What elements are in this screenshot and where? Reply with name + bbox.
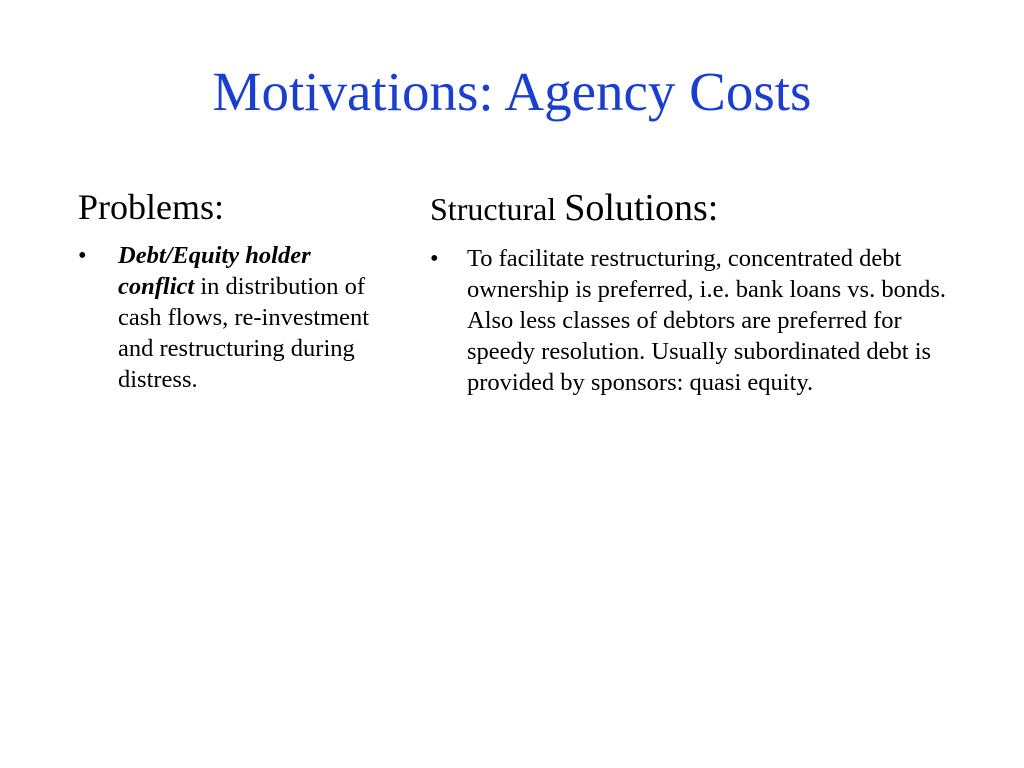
solution-text: To facilitate restructuring, concentrated debt ownership is preferred, i.e. bank loans vs. bonds. Also less classes of debtors are preferred for speedy resolution. Usually subordinated debt is provided by sponsors: quasi equity. [467, 244, 947, 396]
problems-list [78, 240, 388, 395]
list-item [430, 243, 970, 398]
bullet-icon: • [430, 244, 439, 272]
slide-title: Motivations: Agency Costs [212, 61, 812, 122]
problem-text: in distribution of cash flows, re-investment and restructuring during distress. [118, 273, 370, 394]
solutions-column [430, 186, 970, 398]
bullet-icon: • [78, 242, 87, 270]
list-item [78, 240, 388, 395]
solutions-list [430, 243, 970, 398]
solutions-heading-main: Solutions: [564, 187, 719, 229]
solutions-heading [430, 186, 970, 232]
problems-column [78, 186, 388, 395]
problems-heading: Problems: [78, 187, 225, 227]
solutions-heading-prefix: Structural [430, 191, 565, 227]
problem-emphasis: Debt/Equity holder conflict [118, 242, 311, 301]
